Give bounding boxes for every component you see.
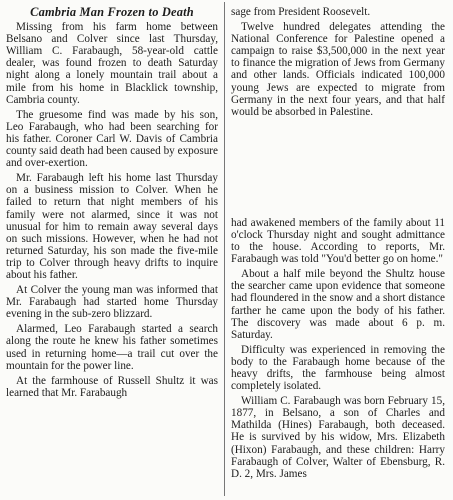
left-column [6, 6, 218, 402]
article-paragraph: Missing from his farm home between Belsano and Colver since last Thursday, William C. Farabaugh, 58-year-old cattle dealer, was found frozen to death Saturday night along a lonely mountain trail about a mile from his home in Blacklick township, Cambria county. [6, 21, 218, 106]
right-column [231, 6, 445, 483]
article-paragraph: Difficulty was experienced in removing the body to the Farabaugh home because of the heavy drifts, the farmhouse being almost completely isolated. [231, 343, 445, 393]
article-paragraph: William C. Farabaugh was born February 15, 1877, in Belsano, a son of Charles and Mathilda (Hines) Farabaugh, both deceased. He is survived by his widow, Mrs. Elizabeth (Hixon) Farabaugh, and these children: Harry Farabaugh of Colver, Walter of Ebensburg, R. D. 2, Mrs. James [231, 395, 445, 480]
article-paragraph: At Colver the young man was informed that Mr. Farabaugh had started home Thursday evening in the sub-zero blizzard. [6, 284, 218, 321]
blank-space [231, 121, 445, 217]
article-paragraph: Alarmed, Leo Farabaugh started a search along the route he knew his father sometimes used in returning home—a trail cut over the mountain for the power line. [6, 323, 218, 372]
column-divider [224, 2, 225, 496]
palestine-paragraph: Twelve hundred delegates attending the National Conference for Palestine opened a campaign to raise $3,500,000 in the next year to finance the migration of Jews from Germany and other lands. Officials indicated 100,000 young Jews are expected to migrate from Germany in the next four years, and that half would be absorbed in Palestine. [231, 21, 445, 118]
article-continuation: had awakened members of the family about 11 o'clock Thursday night and sought admittance to the house. According to reports, Mr. Farabaugh was told "You'd better go on home." [231, 216, 445, 266]
previous-article-fragment: sage from President Roosevelt. [231, 6, 371, 18]
article-paragraph: The gruesome find was made by his son, Leo Farabaugh, who had been searching for his father. Coroner Carl W. Davis of Cambria county said death had been caused by exposure and over-exertion. [6, 108, 218, 170]
article-paragraph: About a half mile beyond the Shultz house the searcher came upon evidence that someone had floundered in the snow and a short distance farther he came upon the body of his father. The discovery was made about 6 p. m. Saturday. [231, 268, 445, 341]
article-headline: Cambria Man Frozen to Death [30, 5, 194, 19]
article-paragraph: At the farmhouse of Russell Shultz it was learned that Mr. Farabaugh [6, 374, 218, 399]
article-paragraph: Mr. Farabaugh left his home last Thursday on a business mission to Colver. When he failed to return that night members of his family were not alarmed, since it was not unusual for him to remain away several days on such missions. However, when he had not returned Saturday, his son made the five-mile trip to Colver through heavy drifts to inquire about his father. [6, 172, 218, 281]
